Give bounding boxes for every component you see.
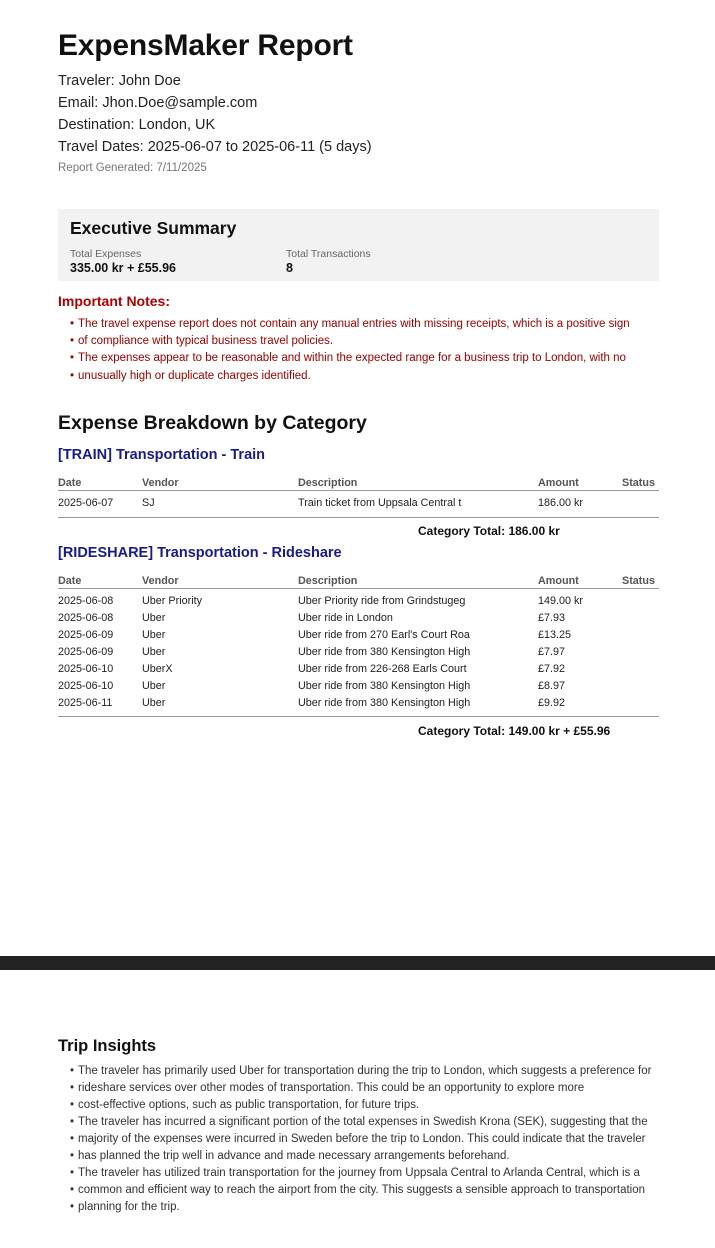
executive-summary [58,209,659,281]
cell-status [622,643,659,660]
report-generated: Report Generated: 7/11/2025 [58,162,207,174]
cell-status [622,677,659,694]
insight-line: • The traveler has incurred a significant portion of the total expenses in Swedish Krona (SEK), suggesting that the [70,1114,651,1131]
note-line: • of compliance with typical business travel policies. [70,333,630,350]
header-amount: Amount [538,472,622,491]
table-row [58,643,659,660]
insight-line: • common and efficient way to reach the airport from the city. This suggests a sensible approach to transportation [70,1182,651,1199]
cell-date: 2025-06-10 [58,662,114,675]
cell-date: 2025-06-11 [58,696,113,709]
cell-amount: £7.93 [538,611,566,624]
note-line: • The travel expense report does not contain any manual entries with missing receipts, which is a positive sign [70,316,630,333]
cell-date: 2025-06-08 [58,594,114,607]
cell-date: 2025-06-09 [58,645,114,658]
cell-date: 2025-06-09 [58,628,114,641]
table-bottom-rule [58,517,659,518]
cell-vendor: Uber [142,645,166,658]
insight-line: • The traveler has utilized train transportation for the journey from Uppsala Central to Arlanda Central, which is a [70,1165,651,1182]
insight-line: • planning for the trip. [70,1199,651,1216]
header-date: Date [58,570,142,589]
category-title-train: [TRAIN] Transportation - Train [58,447,266,463]
category-total-train: Category Total: 186.00 kr [418,524,560,538]
total-transactions-label: Total Transactions [286,248,371,260]
cell-description: Uber ride from 226-268 Earls Court [298,662,467,675]
cell-description: Uber Priority ride from Grindstugeg [298,594,466,607]
cell-vendor: Uber [142,611,166,624]
cell-vendor: Uber [142,679,166,692]
cell-description: Uber ride in London [298,611,393,624]
page-break-divider [0,956,715,970]
total-expenses-value: 335.00 kr + £55.96 [70,261,176,275]
table-row [58,609,659,626]
table-row [58,660,659,677]
cell-status [622,589,659,610]
category-total-rideshare: Category Total: 149.00 kr + £55.96 [418,724,611,738]
cell-date: 2025-06-08 [58,611,114,624]
cell-vendor: Uber Priority [142,594,202,607]
cell-vendor: Uber [142,696,166,709]
cell-status [622,609,659,626]
cell-amount: £8.97 [538,679,566,692]
breakdown-title: Expense Breakdown by Category [58,412,367,434]
cell-status [622,626,659,643]
train-expense-table [58,472,659,511]
header-description: Description [298,472,538,491]
header-status: Status [622,570,659,589]
header-amount: Amount [538,570,622,589]
insight-line: • rideshare services over other modes of transportation. This could be an opportunity to explore more [70,1080,651,1097]
cell-vendor: SJ [142,496,155,509]
insight-line: • majority of the expenses were incurred in Sweden before the trip to London. This could indicate that the traveler [70,1131,651,1148]
cell-status [622,491,659,512]
destination-line: Destination: London, UK [58,117,216,133]
cell-status [622,660,659,677]
cell-amount: £7.97 [538,645,566,658]
travel-dates-line: Travel Dates: 2025-06-07 to 2025-06-11 (5 days) [58,139,372,155]
insight-line: • cost-effective options, such as public transportation, for future trips. [70,1097,651,1114]
insight-line: • has planned the trip well in advance and made necessary arrangements beforehand. [70,1148,651,1165]
insight-line: • The traveler has primarily used Uber for transportation during the trip to London, which suggests a preference for [70,1063,651,1080]
email-line: Email: Jhon.Doe@sample.com [58,95,258,111]
table-bottom-rule [58,716,659,717]
table-row [58,626,659,643]
cell-description: Uber ride from 270 Earl's Court Roa [298,628,470,641]
cell-description: Uber ride from 380 Kensington High [298,679,471,692]
cell-description: Uber ride from 380 Kensington High [298,645,471,658]
cell-date: 2025-06-10 [58,679,114,692]
cell-date: 2025-06-07 [58,496,114,509]
category-title-rideshare: [RIDESHARE] Transportation - Rideshare [58,545,342,561]
total-transactions-value: 8 [286,261,293,275]
cell-amount: 149.00 kr [538,594,584,607]
table-row [58,694,659,711]
header-vendor: Vendor [142,570,298,589]
cell-status [622,694,659,711]
cell-description: Train ticket from Uppsala Central t [298,496,462,509]
cell-amount: 186.00 kr [538,496,584,509]
table-header-row [58,570,659,589]
header-date: Date [58,472,142,491]
note-line: • The expenses appear to be reasonable and within the expected range for a business trip to London, with no [70,350,630,367]
header-vendor: Vendor [142,472,298,491]
table-row [58,491,659,512]
important-notes-list [70,316,630,385]
rideshare-expense-table [58,570,659,711]
trip-insights-list [70,1063,651,1216]
report-title: ExpensMaker Report [58,29,353,62]
cell-amount: £13.25 [538,628,572,641]
trip-insights-title: Trip Insights [58,1037,157,1055]
cell-amount: £7.92 [538,662,566,675]
header-status: Status [622,472,659,491]
important-notes-title: Important Notes: [58,293,170,309]
table-row [58,677,659,694]
table-row [58,589,659,610]
summary-title: Executive Summary [70,218,237,238]
note-line: • unusually high or duplicate charges identified. [70,368,630,385]
table-header-row [58,472,659,491]
cell-vendor: UberX [142,662,173,675]
cell-description: Uber ride from 380 Kensington High [298,696,471,709]
traveler-line: Traveler: John Doe [58,73,181,89]
cell-vendor: Uber [142,628,166,641]
total-expenses-label: Total Expenses [70,248,142,260]
header-description: Description [298,570,538,589]
cell-amount: £9.92 [538,696,566,709]
